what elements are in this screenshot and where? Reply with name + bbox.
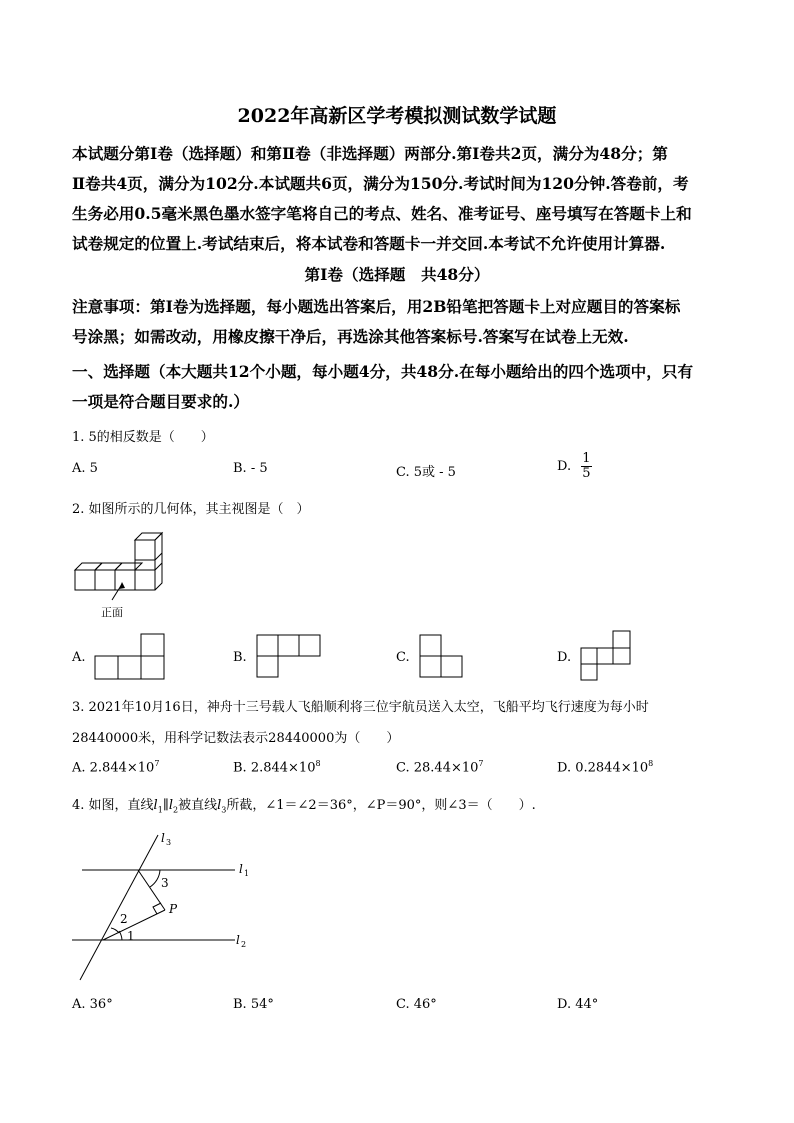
- q4-figure: [70, 825, 260, 985]
- notice-line-1: 注意事项：第Ⅰ卷为选择题，每小题选出答案后，用2B铅笔把答题卡上对应题目的答案标: [72, 297, 681, 316]
- q3-option-b-exp: 8: [315, 759, 321, 768]
- q3-option-c-text: C. 28.44×10: [396, 760, 479, 776]
- q2-option-a-label[interactable]: A.: [72, 650, 86, 665]
- page-title: 2022年高新区学考模拟测试数学试题: [237, 105, 557, 127]
- q1-option-c[interactable]: C. 5或 - 5: [396, 465, 456, 480]
- q2-stem: 2. 如图所示的几何体，其主视图是（ ）: [72, 502, 310, 517]
- intro-line-4: 试卷规定的位置上.考试结束后，将本试卷和答题卡一并交回.本考试不允许使用计算器.: [72, 234, 666, 253]
- fig-l3-label: l: [161, 831, 165, 845]
- q3-option-d-exp: 8: [648, 759, 654, 768]
- q1-option-b[interactable]: B. - 5: [233, 461, 268, 476]
- notice-line-2: 号涂黑；如需改动，用橡皮擦干净后，再选涂其他答案标号.答案写在试卷上无效.: [72, 327, 629, 346]
- q4-l2-sub: 2: [173, 805, 179, 815]
- q4-option-d[interactable]: D. 44°: [557, 997, 599, 1012]
- q2-option-a-figure[interactable]: [94, 633, 166, 681]
- fig-angle-1-label: 1: [127, 929, 135, 943]
- q3-option-a[interactable]: [72, 759, 159, 775]
- intro-line-3: 生务必用0.5毫米黑色墨水签字笔将自己的考点、姓名、准考证号、座号填写在答题卡上和: [72, 204, 692, 223]
- q4-parallel: ∥: [162, 798, 169, 813]
- fig-l2-sub: 2: [241, 940, 247, 949]
- fig-l3-sub: 3: [166, 838, 172, 847]
- q1-option-d[interactable]: [557, 452, 592, 481]
- q3-stem-line-1: 3. 2021年10月16日，神舟十三号载人飞船顺利将三位宇航员送入太空，飞船平均飞行速度为每小时: [72, 700, 649, 715]
- q1-option-d-fraction: [581, 452, 591, 481]
- fig-angle-3-label: 3: [161, 876, 169, 890]
- q2-option-b-label[interactable]: B.: [233, 650, 247, 665]
- part-heading-line-2: 一项是符合题目要求的.）: [72, 392, 249, 411]
- q1-option-d-label: D.: [557, 459, 572, 474]
- q4-option-c[interactable]: C. 46°: [396, 997, 437, 1012]
- line-l3: [80, 835, 158, 980]
- q3-option-b[interactable]: [233, 759, 321, 775]
- q2-option-c-label[interactable]: C.: [396, 650, 410, 665]
- q4-l1: l: [153, 798, 158, 813]
- q4-stem-mid: 被直线: [178, 798, 218, 813]
- fig-angle-2-label: 2: [120, 912, 128, 926]
- front-label: 正面: [101, 606, 123, 619]
- q2-option-c-figure[interactable]: [419, 634, 465, 680]
- q2-option-d-label[interactable]: D.: [557, 650, 572, 665]
- q4-l3: l: [217, 798, 222, 813]
- fig-l2-label: l: [236, 933, 240, 947]
- q4-l3-sub: 3: [221, 805, 227, 815]
- q2-option-d-figure[interactable]: [580, 630, 634, 684]
- q4-stem-post: 所截，∠1＝∠2＝36°，∠P＝90°，则∠3＝（ ）.: [226, 798, 536, 813]
- fig-p-label: P: [169, 902, 178, 916]
- fig-l1-sub: 1: [244, 869, 250, 878]
- intro-line-2: Ⅱ卷共4页，满分为102分.本试题共6页，满分为150分.考试时间为120分钟.答卷前，考: [72, 174, 689, 193]
- q4-l2: l: [168, 798, 173, 813]
- fraction-numerator: 1: [582, 451, 591, 466]
- q4-l1-sub: 1: [157, 805, 163, 815]
- fig-l1-label: l: [239, 862, 243, 876]
- q2-option-b-figure[interactable]: [256, 634, 324, 680]
- q3-option-c[interactable]: [396, 759, 484, 775]
- q3-option-d-text: D. 0.2844×10: [557, 760, 649, 776]
- q3-option-a-exp: 7: [154, 759, 160, 768]
- q3-option-c-exp: 7: [478, 759, 484, 768]
- part-heading-line-1: 一、选择题（本大题共12个小题，每小题4分，共48分.在每小题给出的四个选项中，只有: [72, 362, 694, 381]
- intro-line-1: 本试题分第Ⅰ卷（选择题）和第Ⅱ卷（非选择题）两部分.第Ⅰ卷共2页，满分为48分；第: [72, 144, 668, 163]
- section-title: 第Ⅰ卷（选择题 共48分）: [304, 265, 490, 284]
- q1-option-a[interactable]: A. 5: [72, 461, 98, 476]
- q3-stem-line-2: 28440000米，用科学记数法表示28440000为（ ）: [72, 731, 400, 746]
- q4-stem-pre: 4. 如图，直线: [72, 798, 154, 813]
- q4-option-a[interactable]: A. 36°: [72, 997, 113, 1012]
- q3-option-d[interactable]: [557, 759, 653, 775]
- q3-option-b-text: B. 2.844×10: [233, 760, 316, 776]
- q4-stem: [72, 794, 536, 815]
- q3-option-a-text: A. 2.844×10: [72, 760, 155, 776]
- q4-option-b[interactable]: B. 54°: [233, 997, 274, 1012]
- q1-stem: 1. 5的相反数是（ ）: [72, 430, 214, 445]
- fraction-denominator: 5: [582, 466, 591, 481]
